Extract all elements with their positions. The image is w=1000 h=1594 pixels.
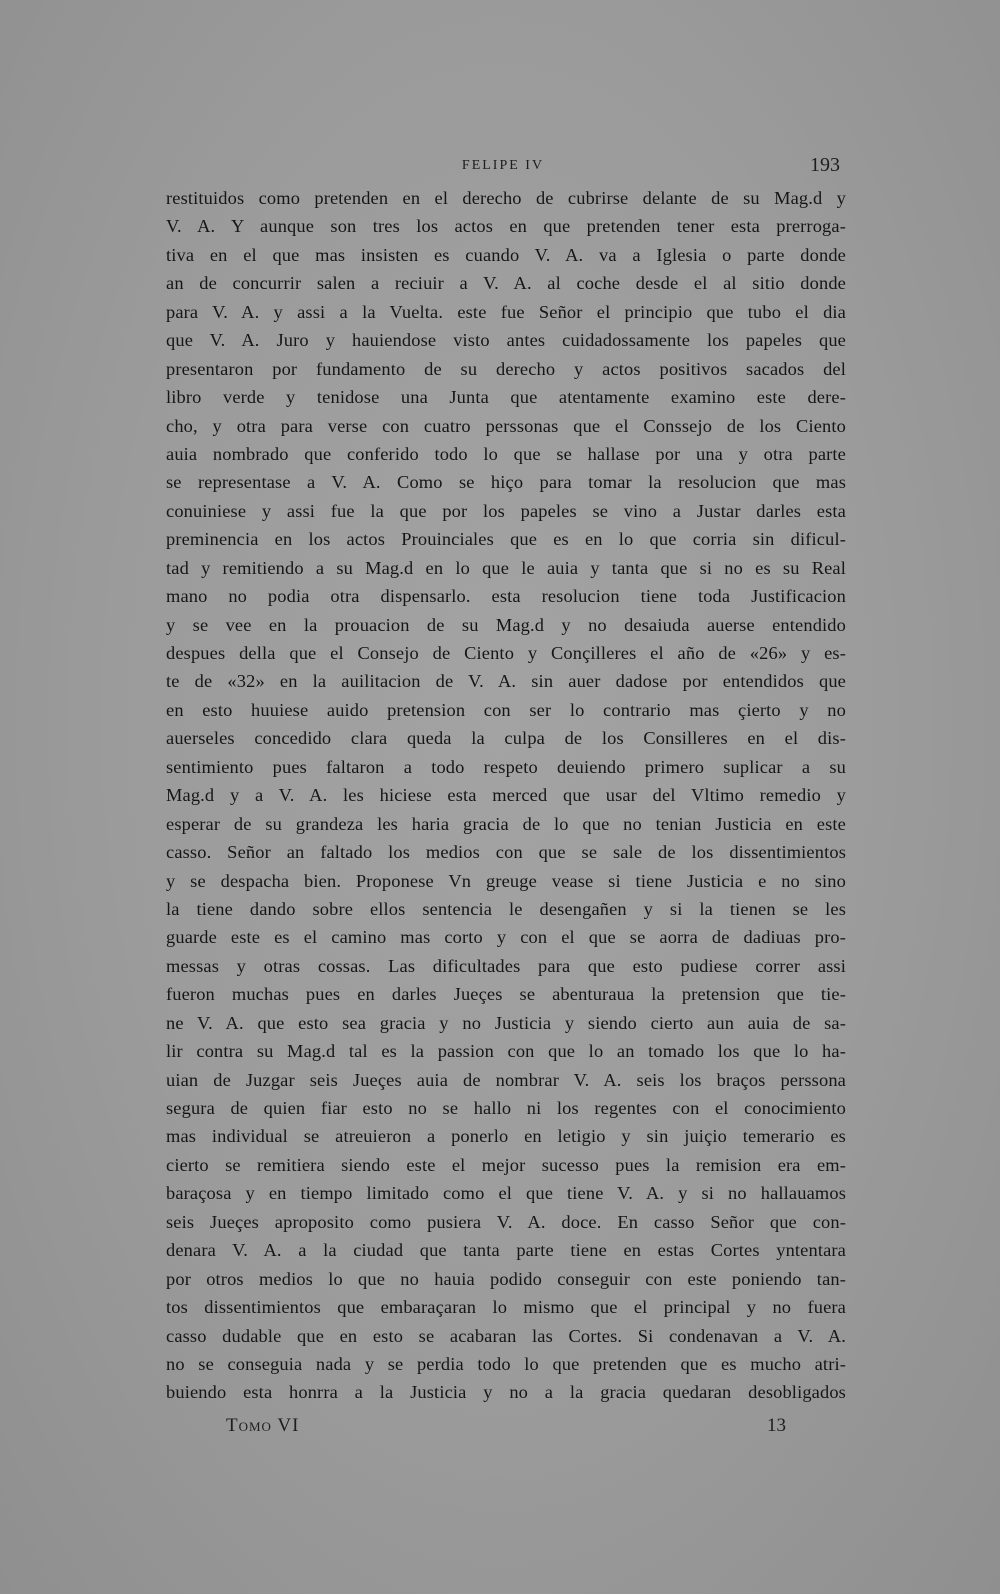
signature-mark: 13 — [767, 1415, 786, 1436]
page-number: 193 — [810, 154, 840, 176]
page-footer — [226, 1415, 786, 1445]
running-title: FELIPE IV — [461, 158, 545, 173]
text-line: auia nombrado que conferido todo lo que se hallase por una y otra parte — [166, 443, 846, 464]
text-line: tad y remitiendo a su Mag.d en lo que le auia y tanta que si no es su Real — [166, 557, 846, 578]
text-line: mano no podia otra dispensarlo. esta resolucion tiene toda Justificacion — [166, 586, 846, 607]
text-line: restituidos como pretenden en el derecho de cubrirse delante de su Mag.d y — [166, 188, 846, 208]
text-line: fueron muchas pues en darles Jueçes se abenturaua la pretension que tie- — [166, 984, 846, 1005]
text-line: en esto huuiese auido pretension con ser lo contrario mas çierto y no — [166, 699, 846, 720]
text-line: y se despacha bien. Proponese Vn greuge vease si tiene Justicia e no sino — [166, 870, 846, 891]
text-line: buiendo esta honrra a la Justicia y no a la gracia quedaran desobligados — [166, 1382, 846, 1403]
text-line: seis Jueçes aproposito como pusiera V. A. doce. En casso Señor que con- — [166, 1211, 846, 1232]
text-line: Mag.d y a V. A. les hiciese esta merced que usar del Vltimo remedio y — [166, 785, 846, 806]
text-line: segura de quien fiar esto no se hallo ni los regentes con el conocimiento — [166, 1098, 846, 1118]
text-line: tos dissentimientos que embaraçaran lo mismo que el principal y no fuera — [166, 1297, 846, 1318]
text-line: casso. Señor an faltado los medios con que se sale de los dissentimientos — [166, 842, 846, 863]
text-line: no se conseguia nada y se perdia todo lo que pretenden que es mucho atri- — [166, 1353, 846, 1374]
text-line: se representase a V. A. Como se hiço para tomar la resolucion que mas — [166, 472, 846, 493]
text-line: despues della que el Consejo de Ciento y Conçilleres el año de «26» y es- — [166, 643, 846, 663]
text-line: preminencia en los actos Prouinciales que es en lo que corria sin dificul- — [166, 529, 846, 550]
text-line: y se vee en la prouacion de su Mag.d y no desaiuda auerse entendido — [166, 614, 846, 635]
page-header — [166, 150, 840, 180]
text-line: auerseles concedido clara queda la culpa de los Consilleres en el dis- — [166, 728, 846, 749]
text-line: casso dudable que en esto se acabaran las Cortes. Si condenavan a V. A. — [166, 1325, 846, 1346]
text-line: por otros medios lo que no hauia podido conseguir con este poniendo tan- — [166, 1268, 846, 1289]
text-line: te de «32» en la auilitacion de V. A. sin auer dadose por entendidos que — [166, 671, 846, 692]
volume-label: Tomo VI — [226, 1415, 300, 1436]
text-line: cho, y otra para verse con cuatro perssonas que el Conssejo de los Ciento — [166, 415, 846, 436]
text-line: mas individual se atreuieron a ponerlo en letigio y sin juiçio temerario es — [166, 1126, 846, 1147]
text-line: messas y otras cossas. Las dificultades para que esto pudiese correr assi — [166, 955, 846, 976]
text-line: libro verde y tenidose una Junta que atentamente examino este dere- — [166, 387, 846, 408]
text-line: denara V. A. a la ciudad que tanta parte tiene en estas Cortes yntentara — [166, 1240, 846, 1261]
text-line: para V. A. y assi a la Vuelta. este fue Señor el principio que tubo el dia — [166, 301, 846, 322]
text-line: presentaron por fundamento de su derecho y actos positivos sacados del — [166, 358, 846, 379]
text-line: uian de Juzgar seis Jueçes auia de nombrar V. A. seis los braços perssona — [166, 1069, 846, 1090]
text-line: que V. A. Juro y hauiendose visto antes cuidadossamente los papeles que — [166, 330, 846, 351]
text-line: conuiniese y assi fue la que por los papeles se vino a Justar darles esta — [166, 500, 846, 521]
text-line: an de concurrir salen a reciuir a V. A. al coche desde el al sitio donde — [166, 273, 846, 294]
body-text — [166, 184, 846, 1407]
text-line: la tiene dando sobre ellos sentencia le desengañen y si la tienen se les — [166, 898, 846, 919]
text-line: lir contra su Mag.d tal es la passion con que lo an tomado los que lo ha- — [166, 1041, 846, 1062]
text-line: ne V. A. que esto sea gracia y no Justicia y siendo cierto aun auia de sa- — [166, 1012, 846, 1033]
text-line: sentimiento pues faltaron a todo respeto deuiendo primero suplicar a su — [166, 756, 846, 777]
text-line: esperar de su grandeza les haria gracia de lo que no tenian Justicia en este — [166, 813, 846, 834]
text-line: baraçosa y en tiempo limitado como el que tiene V. A. y si no hallauamos — [166, 1183, 846, 1204]
text-line: V. A. Y aunque son tres los actos en que pretenden tener esta prerroga- — [166, 216, 846, 237]
text-line: guarde este es el camino mas corto y con el que se aorra de dadiuas pro- — [166, 927, 846, 948]
text-line: tiva en el que mas insisten es cuando V. A. va a Iglesia o parte donde — [166, 244, 846, 265]
text-line: cierto se remitiera siendo este el mejor sucesso pues la remision era em- — [166, 1154, 846, 1175]
